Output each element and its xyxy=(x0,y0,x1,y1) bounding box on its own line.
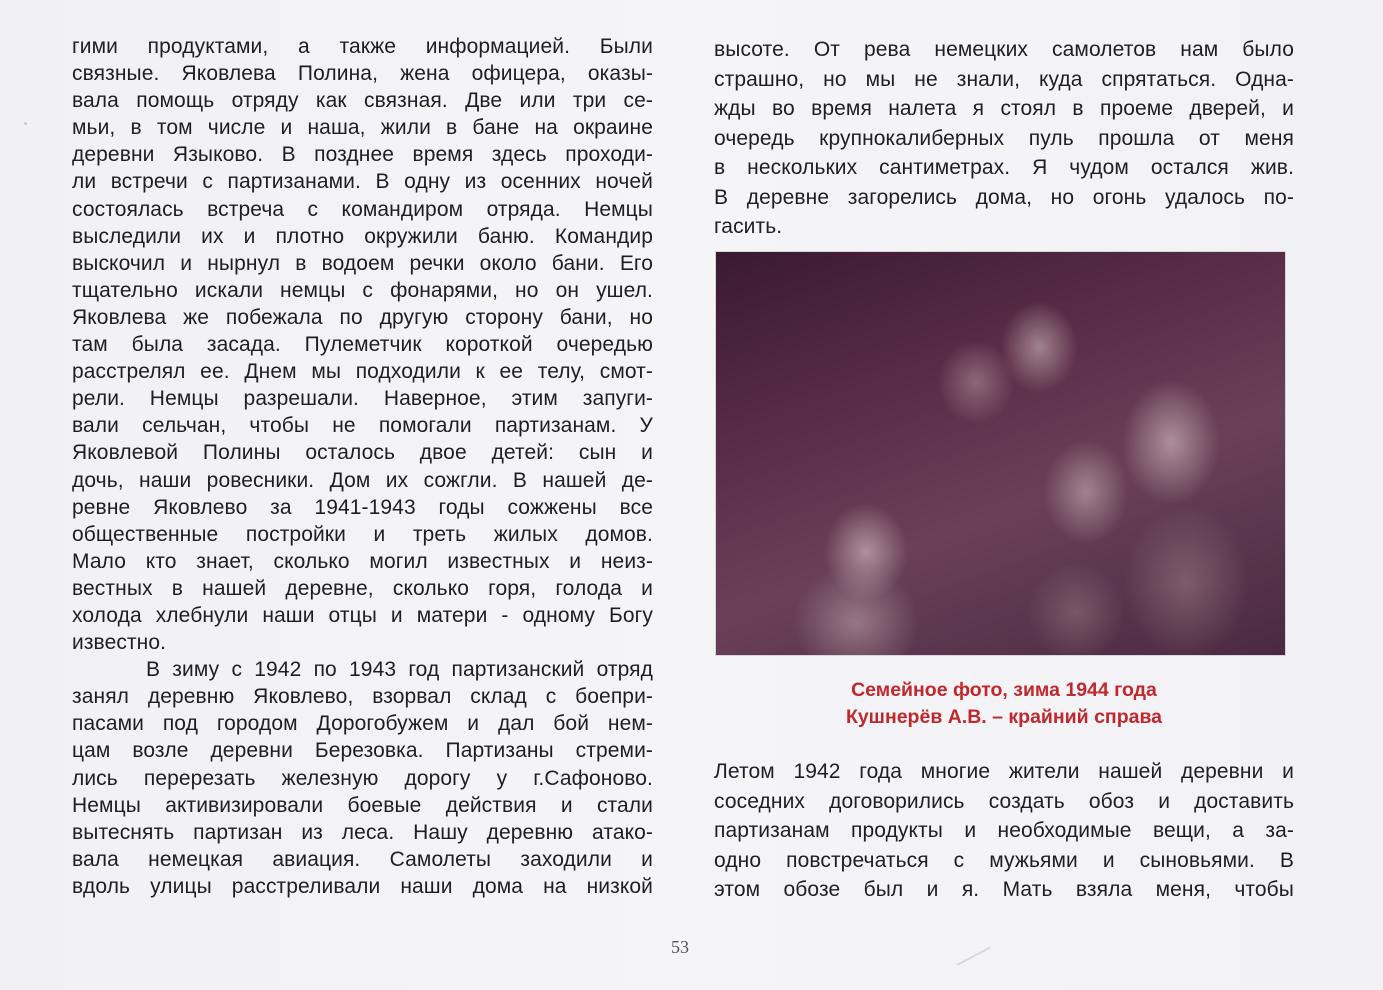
text-line: лись перерезать железную дорогу у г.Сафоново. xyxy=(72,766,653,790)
text-line: состоялась встреча с командиром отряда. Немцы xyxy=(72,197,653,221)
text-line: гими продуктами, а также информацией. Были xyxy=(72,35,653,58)
text-line: вали сельчан, чтобы не помогали партизанам. У xyxy=(72,414,653,438)
text-line: Мало кто знает, сколько могил известных и неиз- xyxy=(72,549,653,573)
text-line: ревне Яковлево за 1941-1943 годы сожжены все xyxy=(72,495,653,519)
text-line: высоте. От рева немецких самолетов нам было xyxy=(714,38,1294,61)
text-line: пасами под городом Дорогобужем и дал бой нем- xyxy=(72,712,653,736)
text-line: вдоль улицы расстреливали наши дома на низкой xyxy=(72,874,653,898)
text-line: очередь крупнокалиберных пуль прошла от меня xyxy=(714,126,1294,150)
text-line: соседних договорились создать обоз и доставить xyxy=(714,789,1294,813)
text-line: вестных в нашей деревне, сколько горя, голода и xyxy=(72,576,653,600)
text-line: известно. xyxy=(72,631,167,655)
text-line: там была засада. Пулеметчик короткой очередью xyxy=(72,333,653,357)
text-line: вытеснять партизан из леса. Нашу деревню атако- xyxy=(72,820,653,844)
text-line: Немцы активизировали боевые действия и стали xyxy=(72,793,653,817)
text-line: выскочил и нырнул в водоем речки около бани. Его xyxy=(72,251,653,275)
text-line: жды во время налета я стоял в проеме дверей, и xyxy=(714,97,1294,120)
family-photo xyxy=(716,252,1285,655)
text-line: гасить. xyxy=(714,215,783,238)
text-line: ли встречи с партизанами. В одну из осенних ночей xyxy=(72,170,653,194)
text-line: холода хлебнули наши отцы и матери - одному Богу xyxy=(72,603,653,627)
text-line: страшно, но мы не знали, куда спрятаться. Одна- xyxy=(714,67,1294,91)
text-line: В деревне загорелись дома, но огонь удалось по- xyxy=(714,185,1294,209)
right-text-column xyxy=(714,35,1294,242)
text-line: одно повстречаться с мужьями и сыновьями. В xyxy=(714,848,1294,872)
caption-line-1: Семейное фото, зима 1944 года xyxy=(851,679,1157,701)
text-line: мьи, в том числе и наша, жили в бане на окраине xyxy=(72,116,653,140)
text-line: вала помощь отряду как связная. Две или три се- xyxy=(72,89,653,113)
page-number: 53 xyxy=(671,937,689,957)
text-line: Яковлевой Полины осталось двое детей: сын и xyxy=(72,441,653,465)
text-line: Яковлева же побежала по другую сторону бани, но xyxy=(72,305,653,329)
text-line: занял деревню Яковлево, взорвал склад с боепри- xyxy=(72,685,653,709)
text-line: Летом 1942 года многие жители нашей деревни и xyxy=(714,760,1294,783)
text-line: общественные постройки и треть жилых домов. xyxy=(72,522,653,546)
left-text-column xyxy=(72,33,653,900)
text-line: дочь, наши ровесники. Дом их сожгли. В нашей де- xyxy=(72,468,653,492)
text-line: цам возле деревни Березовка. Партизаны стреми- xyxy=(72,739,653,763)
text-line: выследили их и плотно окружили баню. Командир xyxy=(72,224,653,248)
scan-scratch xyxy=(957,946,991,966)
text-line: тщательно искали немцы с фонарями, но он ушел. xyxy=(72,278,653,302)
text-line: связные. Яковлева Полина, жена офицера, оказы- xyxy=(72,62,653,86)
text-line: этом обозе был и я. Мать взяла меня, чтобы xyxy=(714,878,1294,901)
text-line: деревни Языково. В позднее время здесь проходи- xyxy=(72,143,653,167)
paragraph-start-line: В зиму с 1942 по 1943 год партизанский отряд xyxy=(146,658,653,682)
text-line: расстрелял ее. Днем мы подходили к ее телу, смот- xyxy=(72,360,653,384)
text-line: вала немецкая авиация. Самолеты заходили и xyxy=(72,847,653,871)
text-line: рели. Немцы разрешали. Наверное, этим запуги- xyxy=(72,387,653,411)
scan-speck xyxy=(24,122,27,125)
photo-caption xyxy=(714,677,1294,731)
text-line: в нескольких сантиметрах. Я чудом остался жив. xyxy=(714,156,1294,179)
text-line: партизанам продукты и необходимые вещи, а за- xyxy=(714,819,1294,842)
right-text-column-bottom xyxy=(714,757,1294,905)
caption-line-2: Кушнерёв А.В. – крайний справа xyxy=(845,706,1163,728)
